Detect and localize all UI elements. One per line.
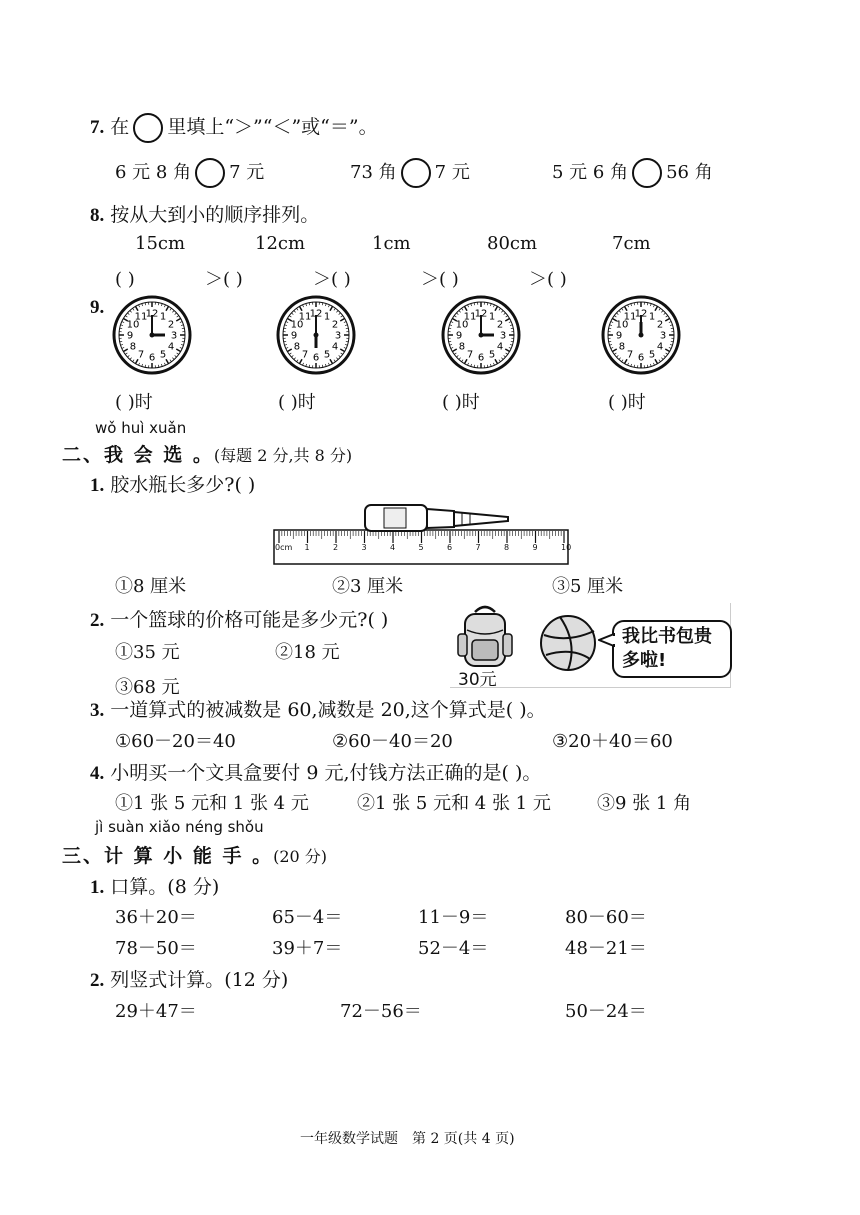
- clock-icon: [275, 294, 357, 376]
- question-number: 9.: [90, 297, 105, 318]
- vertical-calc-item: 72－56＝: [340, 1001, 422, 1022]
- clock-numeral: 2: [331, 319, 339, 331]
- clock-numeral: 7: [466, 349, 474, 361]
- section-pinyin: jì suàn xiǎo néng shǒu: [95, 818, 264, 836]
- q8-prompt: [90, 200, 319, 227]
- clock-numeral: 3: [659, 330, 667, 342]
- section-title: [62, 440, 352, 467]
- clock-numeral: 9: [615, 330, 623, 342]
- question-text: 一道算式的被减数是 60,减数是 20,这个算式是( )。: [110, 699, 546, 721]
- section-heading: 三、计 算 小 能 手 。: [62, 845, 274, 867]
- section-score-note: (每题 2 分,共 8 分): [213, 446, 353, 465]
- compare-answer-circle[interactable]: [632, 158, 662, 188]
- basketball-icon: [538, 613, 598, 673]
- ruler-tick-label: 9: [532, 543, 538, 552]
- backpack-price: 30元: [458, 670, 497, 690]
- length-value: 80cm: [487, 233, 538, 254]
- compare-left: 5 元 6 角: [552, 162, 629, 183]
- clock-numeral: 3: [170, 330, 178, 342]
- option[interactable]: ①60－20＝40: [115, 731, 236, 752]
- speech-line: 多啦!: [622, 650, 667, 671]
- clock-icon: [440, 294, 522, 376]
- mental-math-item: 36＋20＝: [115, 907, 197, 928]
- vertical-calc-item: 29＋47＝: [115, 1001, 197, 1022]
- ruler-tick-label: 7: [475, 543, 481, 552]
- question-text: 小明买一个文具盒要付 9 元,付钱方法正确的是( )。: [110, 762, 542, 784]
- clock-numeral: 4: [167, 341, 175, 353]
- vertical-calc-item: 50－24＝: [565, 1001, 647, 1022]
- option[interactable]: ①35 元: [115, 642, 180, 663]
- section-score-note: (20 分): [273, 847, 328, 866]
- question-number: 2.: [90, 610, 105, 631]
- option[interactable]: ①1 张 5 元和 1 张 4 元: [115, 793, 309, 814]
- clock-numeral: 10: [126, 319, 140, 331]
- option[interactable]: ③5 厘米: [552, 576, 624, 597]
- clock-numeral: 7: [626, 349, 634, 361]
- answer-blank[interactable]: ( ): [439, 269, 459, 290]
- mental-math-item: 65－4＝: [272, 907, 343, 928]
- length-value: 1cm: [372, 233, 411, 254]
- q7-item-3: [552, 158, 713, 188]
- greater-than: ＞: [313, 269, 331, 290]
- clock-numeral: 1: [323, 311, 331, 323]
- hour-answer[interactable]: ( )时: [115, 392, 153, 413]
- option[interactable]: ②18 元: [275, 642, 340, 663]
- hour-answer[interactable]: ( )时: [608, 392, 646, 413]
- question-number: 7.: [90, 117, 105, 138]
- question-text: 口算。(8 分): [110, 876, 220, 898]
- clock-icon: [600, 294, 682, 376]
- ruler-tick-label: 5: [418, 543, 424, 552]
- ruler-illustration: [272, 500, 572, 566]
- length-value: 7cm: [612, 233, 651, 254]
- compare-right: 7 元: [434, 162, 470, 183]
- order-blanks: [115, 265, 637, 291]
- clock-numeral: 10: [615, 319, 629, 331]
- clock-numeral: 5: [159, 349, 167, 361]
- clock-numeral: 9: [126, 330, 134, 342]
- compare-right: 56 角: [666, 162, 713, 183]
- clock-numeral: 12: [474, 308, 488, 320]
- compare-answer-circle[interactable]: [195, 158, 225, 188]
- s2-q1-prompt: [90, 470, 255, 497]
- clock-numeral: 8: [293, 341, 301, 353]
- option[interactable]: ③9 张 1 角: [597, 793, 692, 814]
- clock-numeral: 10: [290, 319, 304, 331]
- answer-blank[interactable]: ( ): [331, 269, 351, 290]
- clock-numeral: 6: [148, 352, 156, 364]
- q7-item-2: [350, 158, 470, 188]
- clock-numeral: 6: [312, 352, 320, 364]
- clock-numeral: 1: [648, 311, 656, 323]
- backpack-icon: [455, 604, 515, 670]
- mental-math-item: 52－4＝: [418, 938, 489, 959]
- ruler-tick-label: 10: [561, 543, 572, 552]
- clock-numeral: 8: [129, 341, 137, 353]
- clock-numeral: 6: [477, 352, 485, 364]
- compare-right: 7 元: [229, 162, 265, 183]
- ruler-tick-label: 2: [333, 543, 339, 552]
- greater-than: ＞: [205, 269, 223, 290]
- clock-numeral: 12: [634, 308, 648, 320]
- clock-icon: [111, 294, 193, 376]
- clock-numeral: 2: [496, 319, 504, 331]
- s3-q2-prompt: [90, 965, 288, 992]
- clock-numeral: 7: [137, 349, 145, 361]
- speech-line: 我比书包贵: [622, 626, 712, 647]
- clock-numeral: 12: [145, 308, 159, 320]
- section-title: [62, 841, 327, 868]
- mental-math-item: 78－50＝: [115, 938, 197, 959]
- clock-numeral: 5: [488, 349, 496, 361]
- mental-math-item: 11－9＝: [418, 907, 489, 928]
- s2-q2-prompt: [90, 605, 388, 632]
- question-number: 3.: [90, 700, 105, 721]
- clock-numeral: 10: [455, 319, 469, 331]
- answer-blank[interactable]: ( ): [223, 269, 243, 290]
- ruler-tick-label: 3: [361, 543, 367, 552]
- clock-numeral: 9: [290, 330, 298, 342]
- clock-numeral: 3: [334, 330, 342, 342]
- section-heading: 二、我 会 选 。: [62, 444, 214, 466]
- clock-numeral: 4: [496, 341, 504, 353]
- question-number: 4.: [90, 763, 105, 784]
- ruler-tick-label: 6: [447, 543, 453, 552]
- compare-left: 73 角: [350, 162, 397, 183]
- option[interactable]: ③20＋40＝60: [552, 731, 673, 752]
- q8-text: 按从大到小的顺序排列。: [110, 204, 320, 226]
- hour-answer[interactable]: ( )时: [278, 392, 316, 413]
- mental-math-item: 80－60＝: [565, 907, 647, 928]
- clock-numeral: 5: [648, 349, 656, 361]
- ruler-unit-label: 0cm: [275, 543, 293, 552]
- clock-numeral: 11: [623, 311, 637, 323]
- question-number: 1.: [90, 877, 105, 898]
- compare-left: 6 元 8 角: [115, 162, 192, 183]
- ruler-tick-label: 4: [390, 543, 396, 552]
- glue-bottle-icon: [365, 505, 508, 531]
- clock-numeral: 6: [637, 352, 645, 364]
- question-text: 列竖式计算。(12 分): [110, 969, 289, 991]
- mental-math-item: 48－21＝: [565, 938, 647, 959]
- clock-numeral: 8: [618, 341, 626, 353]
- speech-tail: [598, 633, 616, 647]
- clock-numeral: 11: [463, 311, 477, 323]
- option[interactable]: ②60－40＝20: [332, 731, 453, 752]
- clock-numeral: 12: [309, 308, 323, 320]
- option[interactable]: ②1 张 5 元和 4 张 1 元: [357, 793, 551, 814]
- clock-numeral: 3: [499, 330, 507, 342]
- hour-answer[interactable]: ( )时: [442, 392, 480, 413]
- length-value: 12cm: [255, 233, 306, 254]
- clock-numeral: 4: [656, 341, 664, 353]
- answer-blank[interactable]: ( ): [547, 269, 567, 290]
- ruler-tick-label: 8: [504, 543, 510, 552]
- page-footer: 一年级数学试题 第 2 页(共 4 页): [300, 1131, 515, 1147]
- s3-q1-prompt: [90, 872, 219, 899]
- question-number: 8.: [90, 205, 105, 226]
- q7-item-1: [115, 158, 264, 188]
- compare-circle-icon: [133, 113, 163, 143]
- length-value: 15cm: [135, 233, 186, 254]
- q7-text-a: 在: [110, 116, 130, 138]
- option[interactable]: ③68 元: [115, 677, 180, 698]
- clock-numeral: 9: [455, 330, 463, 342]
- q7-prompt: [90, 112, 378, 143]
- clock-numeral: 11: [134, 311, 148, 323]
- q9-number: [90, 296, 104, 319]
- ruler-tick-label: 1: [304, 543, 310, 552]
- clock-numeral: 1: [159, 311, 167, 323]
- answer-blank[interactable]: ( ): [115, 269, 135, 290]
- greater-than: ＞: [529, 269, 547, 290]
- clock-numeral: 5: [323, 349, 331, 361]
- option[interactable]: ①8 厘米: [115, 576, 187, 597]
- question-text: 一个篮球的价格可能是多少元?( ): [110, 609, 389, 631]
- question-text: 胶水瓶长多少?( ): [110, 474, 256, 496]
- clock-numeral: 8: [458, 341, 466, 353]
- greater-than: ＞: [421, 269, 439, 290]
- clock-numeral: 2: [167, 319, 175, 331]
- question-number: 2.: [90, 970, 105, 991]
- clock-numeral: 2: [656, 319, 664, 331]
- compare-answer-circle[interactable]: [401, 158, 431, 188]
- option[interactable]: ②3 厘米: [332, 576, 404, 597]
- mental-math-item: 39＋7＝: [272, 938, 343, 959]
- clock-numeral: 7: [301, 349, 309, 361]
- clock-numeral: 11: [298, 311, 312, 323]
- s2-q3-prompt: [90, 695, 546, 722]
- clock-numeral: 1: [488, 311, 496, 323]
- question-number: 1.: [90, 475, 105, 496]
- clock-numeral: 4: [331, 341, 339, 353]
- q7-text-b: 里填上“＞”“＜”或“＝”。: [167, 116, 378, 138]
- section-pinyin: wǒ huì xuǎn: [95, 419, 187, 437]
- speech-bubble: [612, 620, 732, 678]
- s2-q4-prompt: [90, 758, 541, 785]
